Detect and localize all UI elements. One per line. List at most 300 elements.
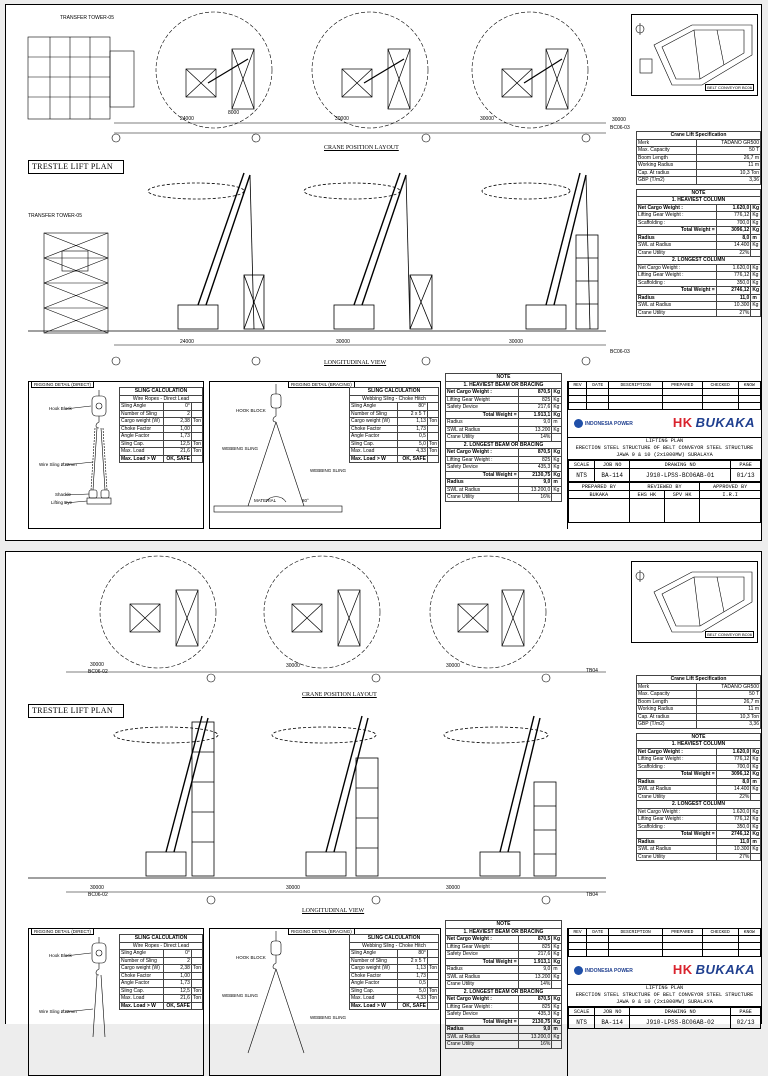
row-key: Boom Length [637,154,697,162]
row-unit: Kg [553,411,560,418]
signature-table: PREPARED BY REVIEWED BY APPROVED BY BUKAKA EHS HK SPV HK I.R.I [568,482,761,523]
column-header: SCALE [569,1008,595,1016]
row-value: 1.620,0 [716,808,751,816]
grid-ref-label: BC06-03 [610,349,630,355]
row-unit: Kg [751,212,761,220]
row-value: 22% [716,249,751,257]
table-row [637,756,761,764]
rigging-detail-bracing [209,381,441,529]
row-value: 2,38 [163,965,191,973]
row-key: Number of Sling [120,410,164,418]
table-row [637,154,761,162]
row-key: Scaffolding : [637,763,717,771]
table-row [637,778,761,786]
hk-bukaka-logo: HK BUKAKA [672,962,755,977]
row-value: 1,13 [397,965,427,973]
row-key: Max. Load [120,995,164,1003]
table-row [637,219,761,227]
table-row [637,294,761,302]
row-value: 825 [518,396,552,404]
row-key: Crane Utility [637,309,717,317]
row-unit [427,950,438,958]
row-key: Safety Device [446,1011,519,1019]
company-logos [568,410,761,438]
row-key: Net Cargo Weight : [446,449,519,457]
row-value: 14% [518,981,552,989]
row-key: Merk [637,683,697,691]
table-row [637,212,761,220]
row-key: Crane Utility [637,793,717,801]
table-row [350,403,439,411]
sling-calc-title: SLING CALCULATION [350,388,439,396]
key-plan-drawing [632,562,757,642]
note-section-longest-column: 2. LONGEST COLUMN [637,801,761,809]
dimension-label: 24000 [180,339,194,345]
sling-calc-subtitle: Webbing Sling - Choke Hitch [350,395,439,403]
row-value: 10.300 [716,846,751,854]
row-unit: Ton [428,448,437,454]
row-unit: Kg [553,471,560,478]
row-value: 10,3 Ton [697,169,761,177]
table-row [637,249,761,257]
table-row [637,706,761,714]
title-block [567,928,761,1076]
row-key: Net Cargo Weight : [637,264,717,272]
row-value: 16% [518,1041,552,1049]
row-key: Net Cargo Weight : [446,389,519,397]
row-value: 2746,12 [716,287,751,295]
row-key: Total Weight = [446,411,519,419]
row-key: Radius [446,479,519,487]
row-unit: Kg [751,264,761,272]
note-section-heaviest-beam: 1. HEAVIEST BEAM OR BRACING [446,928,562,936]
note-title: NOTE [637,733,761,741]
row-key: Lifting Gear Weight : [637,816,717,824]
note-title: NOTE [446,374,562,382]
row-key: SWL at Radius [637,846,717,854]
row-unit: Ton [428,440,437,447]
row-value: 9,0 [518,966,552,974]
row-unit: Kg [552,1033,562,1041]
wire-sling-label: Wire Sling Ø32mm [39,1009,77,1014]
table-row [350,957,439,965]
row-value: 2130,75 [518,471,552,479]
key-plan [631,561,758,643]
row-value: 14.400 [716,786,751,794]
wire-sling-label: Wire Sling Ø32mm [39,462,77,467]
row-unit [751,249,761,257]
row-unit: Ton [428,995,437,1001]
shackle-label: Shackle [55,492,72,497]
row-unit: Kg [752,227,759,233]
key-plan [631,14,758,96]
row-key: Sling Cap. [120,987,164,995]
row-unit [427,425,438,433]
dimension-label: 30000 [612,117,626,123]
row-key: Choke Factor [350,425,398,433]
row-value: 11,0 [716,294,751,302]
indonesia-power-logo: INDONESIA POWER [574,419,633,428]
table-row [120,980,203,988]
revision-table [568,928,761,957]
row-value: 11,0 [716,838,751,846]
revision-table [568,381,761,410]
row-value: 776,12 [716,756,751,764]
row-value: 21,6 [163,995,191,1003]
table-row [350,972,439,980]
row-value: 825 [518,943,552,951]
table-row [120,987,203,995]
row-key: Net Cargo Weight : [637,808,717,816]
column-header: DRAWING NO [630,1008,731,1016]
table-row [637,242,761,250]
row-key: SWL at Radius [446,1033,519,1041]
row-value: 1.620,0 [716,748,751,756]
table-row [446,494,562,502]
sling-calc-subtitle: Wire Ropes - Direct Lead [120,395,203,403]
row-key: Crane Utility [637,853,717,861]
crane-specification-panel [636,675,761,861]
table-row [637,302,761,310]
row-unit: Kg [752,204,759,211]
row-unit: m [751,838,761,846]
table-row [350,987,439,995]
dimension-label: 30000 [90,885,104,891]
row-value: OK, SAFE [163,455,191,463]
row-key: Net Cargo Weight : [637,204,717,212]
row-value: 1,73 [163,433,191,441]
dimension-label: 30000 [446,663,460,669]
sling-angle-label: 80° [302,498,309,503]
row-unit [427,972,438,980]
belt-conveyor-label: BELT CONVEYOR BC06 [707,85,752,90]
row-value: 1.620,0 [716,204,751,212]
drawing-title: LIFTING PLAN ERECTION STEEL STRUCTURE OF BELT CONVEYOR STEEL STRUCTURE JAWA 9 & 10 (2x1000MW) SURALAYA [568,438,761,460]
row-key: Radius [446,966,519,974]
row-key: Safety Device [446,464,519,472]
row-value: 1.913,1 [518,958,552,966]
row-key: Max. Load > W [350,455,398,463]
row-unit [427,433,438,441]
row-unit: Kg [751,279,761,287]
row-value: 2,38 [163,418,191,426]
note-section-longest-column: 2. LONGEST COLUMN [637,257,761,265]
note-section-heaviest-column: 1. HEAVIEST COLUMN [637,741,761,749]
row-unit: Kg [552,973,562,981]
row-key: Sling Cap. [350,987,398,995]
row-value: 700,0 [716,219,751,227]
row-key: Working Radius [637,706,697,714]
row-key: GBP (T/m2) [637,721,697,729]
dimension-label: 30000 [286,885,300,891]
row-value: TADANO GR500 [697,683,761,691]
row-value: 13.200,0 [518,1033,552,1041]
table-row [637,204,761,212]
table-row [446,426,562,434]
row-unit: Kg [552,464,562,472]
sling-calc-subtitle: Wire Ropes - Direct Lead [120,942,203,950]
row-value: 14.400 [716,242,751,250]
crane-spec-table [636,131,761,185]
row-key: Cargo weight (W) [350,965,398,973]
table-row [637,721,761,729]
row-value: 14% [518,434,552,442]
table-row [446,981,562,989]
row-value: 26,7 m [697,154,761,162]
row-unit [552,434,562,442]
row-unit: m [552,1026,562,1034]
row-key: Crane Utility [637,249,717,257]
note-title: NOTE [637,189,761,197]
sling-calc-title: SLING CALCULATION [120,935,203,943]
row-value: 0,5 [397,433,427,441]
row-unit [191,980,202,988]
table-row [350,448,439,456]
row-unit: Kg [752,831,759,837]
row-key: Cargo weight (W) [350,418,398,426]
row-value: 13.200 [518,426,552,434]
row-unit: Kg [752,771,759,777]
table-row [350,455,439,463]
sling-calculation-webbing [349,934,439,1010]
table-row [350,418,439,426]
row-unit: Kg [751,846,761,854]
row-key: Angle Factor [350,433,398,441]
row-key: Radius [446,419,519,427]
column-header: DESCRIPTION [609,382,662,389]
table-row [120,448,203,456]
table-row [120,965,203,973]
row-value: 217,6 [518,404,552,412]
grid-ref-label: BC06-02 [88,669,108,675]
crane-position-drawing-2 [6,552,634,928]
rigging-bracing-sketch [210,929,348,1075]
row-unit: Kg [553,389,560,395]
rigging-detail-bracing [209,928,441,1076]
row-value: 10.300 [716,302,751,310]
table-row [637,786,761,794]
row-key: Lifting Gear Weight : [637,756,717,764]
row-value: 3096,12 [716,771,751,779]
column-header: REV [569,929,587,936]
sling-calc-title: SLING CALCULATION [350,935,439,943]
row-value: 435,3 [518,464,552,472]
drawing-sheet-1 [5,4,762,541]
row-key: Lifting Gear Weight : [637,212,717,220]
table-row [637,713,761,721]
row-key: Max. Capacity [637,147,697,155]
row-value: 9,0 [518,1026,552,1034]
grid-ref-label: BC06-02 [88,892,108,898]
row-key: Total Weight = [637,771,717,779]
row-key: Lifting Gear Weight : [446,1003,519,1011]
table-row [350,1002,439,1010]
sling-calculation-wire [119,387,203,463]
row-unit: Kg [552,1011,562,1019]
row-key: Number of Sling [350,957,398,965]
row-value: 870,5 [518,996,552,1004]
row-key: Total Weight = [637,227,717,235]
row-unit [427,1002,438,1010]
crane-specification-panel [636,131,761,317]
hk-bukaka-logo: HK BUKAKA [672,415,755,430]
table-row [637,147,761,155]
row-unit: Kg [751,242,761,250]
table-row [350,410,439,418]
table-row [446,943,562,951]
row-key: Crane Utility [446,434,519,442]
table-row [446,449,562,457]
row-key: SWL at Radius [446,973,519,981]
rigging-bracing-sketch [210,382,348,528]
dimension-label: 30000 [336,339,350,345]
row-key: Number of Sling [120,957,164,965]
row-value: 5,0 [397,440,427,448]
note-column-table [636,189,761,318]
drawing-sheet-2 [5,551,762,1047]
table-row [120,950,203,958]
row-key: Boom Length [637,698,697,706]
row-key: Sling Angle [350,950,398,958]
table-row [446,419,562,427]
column-header: REV [569,382,587,389]
table-row [446,996,562,1004]
row-key: Scaffolding : [637,219,717,227]
key-plan-drawing [632,15,757,95]
table-row [120,433,203,441]
table-row [446,389,562,397]
table-row [637,272,761,280]
row-unit: Ton [192,440,201,447]
row-key: Sling Angle [350,403,398,411]
note-title: NOTE [446,921,562,929]
row-value: 9,0 [518,419,552,427]
row-key: Working Radius [637,162,697,170]
table-row [446,1033,562,1041]
row-unit [191,950,202,958]
indonesia-power-logo: INDONESIA POWER [574,966,633,975]
column-header: SCALE [569,461,595,469]
row-key: Angle Factor [120,980,164,988]
row-unit: Ton [192,418,201,424]
row-value: TADANO GR500 [697,139,761,147]
note-beam-panel [445,373,562,502]
table-row [637,683,761,691]
dimension-label: 8000 [228,110,240,116]
table-row [637,139,761,147]
row-unit [552,494,562,502]
row-key: Net Cargo Weight : [446,996,519,1004]
row-value: 776,12 [716,272,751,280]
table-row [637,169,761,177]
table-row [637,838,761,846]
row-unit: Kg [552,396,562,404]
column-header: PAGE [731,1008,761,1016]
column-header: KNOW [738,382,760,389]
row-unit: Kg [751,219,761,227]
table-row [637,853,761,861]
row-value: 1,73 [163,980,191,988]
row-unit: m [552,966,562,974]
row-key: Scaffolding : [637,823,717,831]
row-value: 9,0 [518,479,552,487]
hook-block-label: HOOK BLOCK [236,408,266,413]
transfer-tower-label: TRANSFER TOWER-05 [60,15,114,21]
row-value: 700,0 [716,763,751,771]
crane-spec-title: Crane Lift Specification [637,676,761,684]
row-unit: m [751,294,761,302]
drawing-title: LIFTING PLAN ERECTION STEEL STRUCTURE OF BELT CONVEYOR STEEL STRUCTURE JAWA 9 & 10 (2x1000MW) SURALAYA [568,985,761,1007]
row-value: 350,0 [716,823,751,831]
table-row [446,471,562,479]
sling-calc-title: SLING CALCULATION [120,388,203,396]
row-value: 8,0 [716,234,751,242]
webbing-sling-label: WEBBING SLING [310,1015,347,1020]
table-row [446,1003,562,1011]
row-unit: Kg [553,449,560,455]
row-value: 870,5 [518,389,552,397]
row-unit: Kg [553,996,560,1002]
row-unit: Ton [192,965,201,971]
row-unit: Ton [192,987,201,994]
row-unit [427,455,438,463]
row-key: Max. Load > W [120,455,164,463]
row-unit: Ton [428,987,437,994]
table-row [120,995,203,1003]
table-row [120,418,203,426]
row-unit [191,1002,202,1010]
table-row [446,411,562,419]
row-key: Total Weight = [637,287,717,295]
table-row [120,425,203,433]
row-unit: Kg [751,302,761,310]
row-unit [427,957,438,965]
row-key: SWL at Radius [637,786,717,794]
row-unit: Kg [752,287,759,293]
row-value: 50 T [697,147,761,155]
row-value: 80° [397,403,427,411]
row-key: Total Weight = [637,831,717,839]
row-key: Merk [637,139,697,147]
dimension-label: 30000 [335,116,349,122]
row-key: Sling Cap. [120,440,164,448]
table-row [637,162,761,170]
grid-ref-label: BC06-03 [610,125,630,131]
row-key: Angle Factor [350,980,398,988]
column-header: DRAWING NO [630,461,731,469]
row-value: 435,3 [518,1011,552,1019]
row-unit: m [751,778,761,786]
row-value: 3096,12 [716,227,751,235]
row-unit [191,433,202,441]
column-header: CHECKED [702,929,738,936]
row-value: 10,3 Ton [697,713,761,721]
sling-calc-subtitle: Webbing Sling - Choke Hitch [350,942,439,950]
row-key: Max. Load > W [350,1002,398,1010]
row-key: Net Cargo Weight : [637,748,717,756]
row-value: 776,12 [716,212,751,220]
column-header: PREPARED [662,382,702,389]
dimension-label: 24000 [180,116,194,122]
row-unit [427,980,438,988]
webbing-sling-label: WEBBING SLING [310,468,347,473]
row-key: Sling Angle [120,950,164,958]
row-value: 2130,75 [518,1018,552,1026]
row-value: 50 T [697,691,761,699]
row-value: 0,5 [397,980,427,988]
row-key: Cap. At radius [637,169,697,177]
column-header: KNOW [738,929,760,936]
